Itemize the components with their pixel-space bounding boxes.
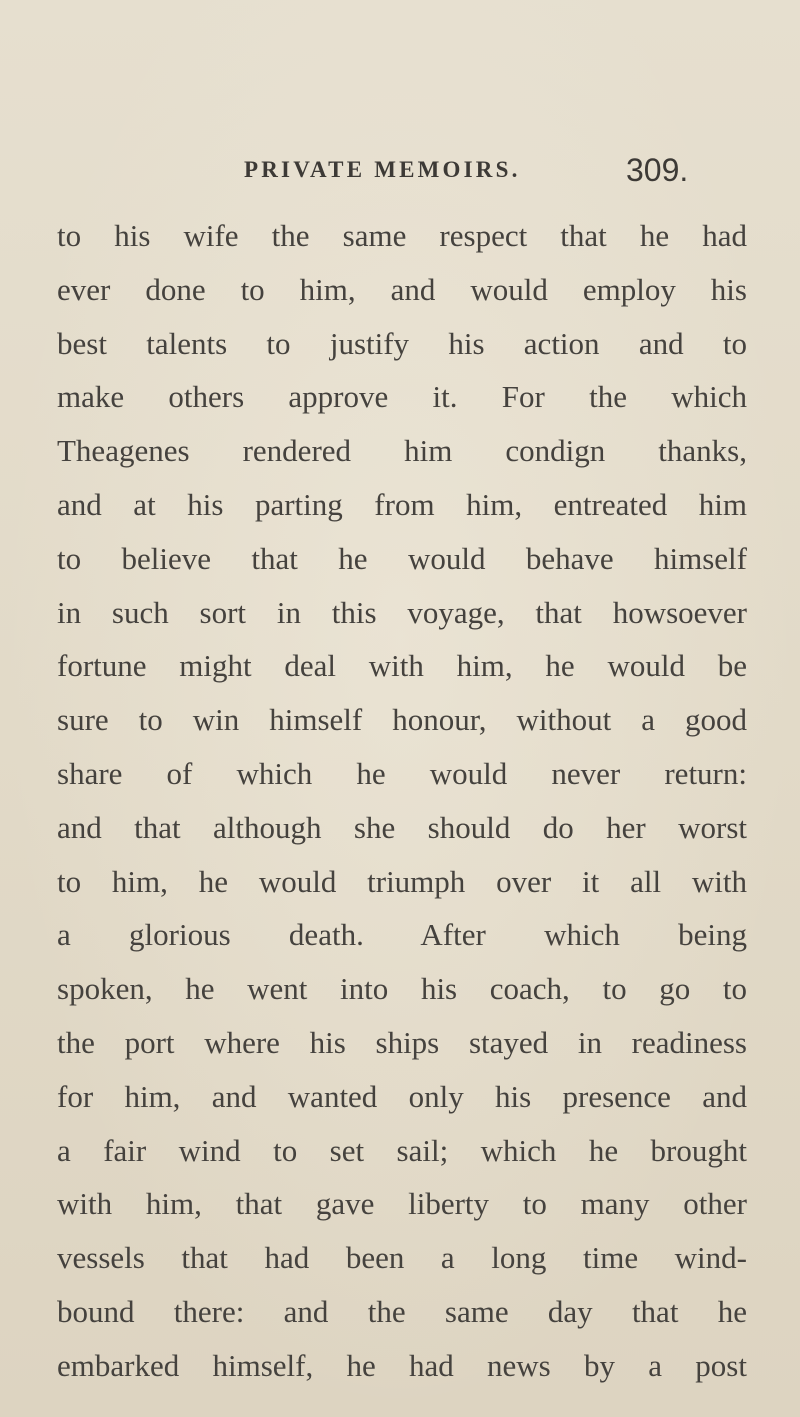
text-line: to believe that he would behave himself xyxy=(57,540,747,576)
text-line: bound there: and the same day that he xyxy=(57,1293,747,1329)
text-line: the port where his ships stayed in readiness xyxy=(57,1024,747,1060)
text-line: fortune might deal with him, he would be xyxy=(57,648,747,684)
text-line: best talents to justify his action and to xyxy=(57,325,747,361)
text-line: a glorious death. After which being xyxy=(57,917,747,953)
body-text xyxy=(57,209,747,1393)
text-line: sure to win himself honour, without a good xyxy=(57,702,747,738)
text-line: and at his parting from him, entreated him xyxy=(57,486,747,522)
text-line: for him, and wanted only his presence and xyxy=(57,1078,747,1114)
text-line: vessels that had been a long time wind- xyxy=(57,1240,747,1276)
text-line: share of which he would never return: xyxy=(57,755,747,791)
text-line: to his wife the same respect that he had xyxy=(57,218,747,253)
text-line: ever done to him, and would employ his xyxy=(57,271,747,307)
text-line: a fair wind to set sail; which he brought xyxy=(57,1132,747,1168)
text-line: in such sort in this voyage, that howsoever xyxy=(57,594,747,630)
text-line: embarked himself, he had news by a post xyxy=(57,1347,747,1383)
text-line: spoken, he went into his coach, to go to xyxy=(57,971,747,1007)
text-line: with him, that gave liberty to many other xyxy=(57,1186,747,1222)
running-head: PRIVATE MEMOIRS. xyxy=(244,157,521,182)
text-line: Theagenes rendered him condign thanks, xyxy=(57,433,747,469)
page-number: 309. xyxy=(626,152,689,188)
text-line: and that although she should do her worst xyxy=(57,809,747,845)
text-line: make others approve it. For the which xyxy=(57,379,747,415)
page-header xyxy=(0,152,800,197)
text-line: to him, he would triumph over it all with xyxy=(57,863,747,899)
